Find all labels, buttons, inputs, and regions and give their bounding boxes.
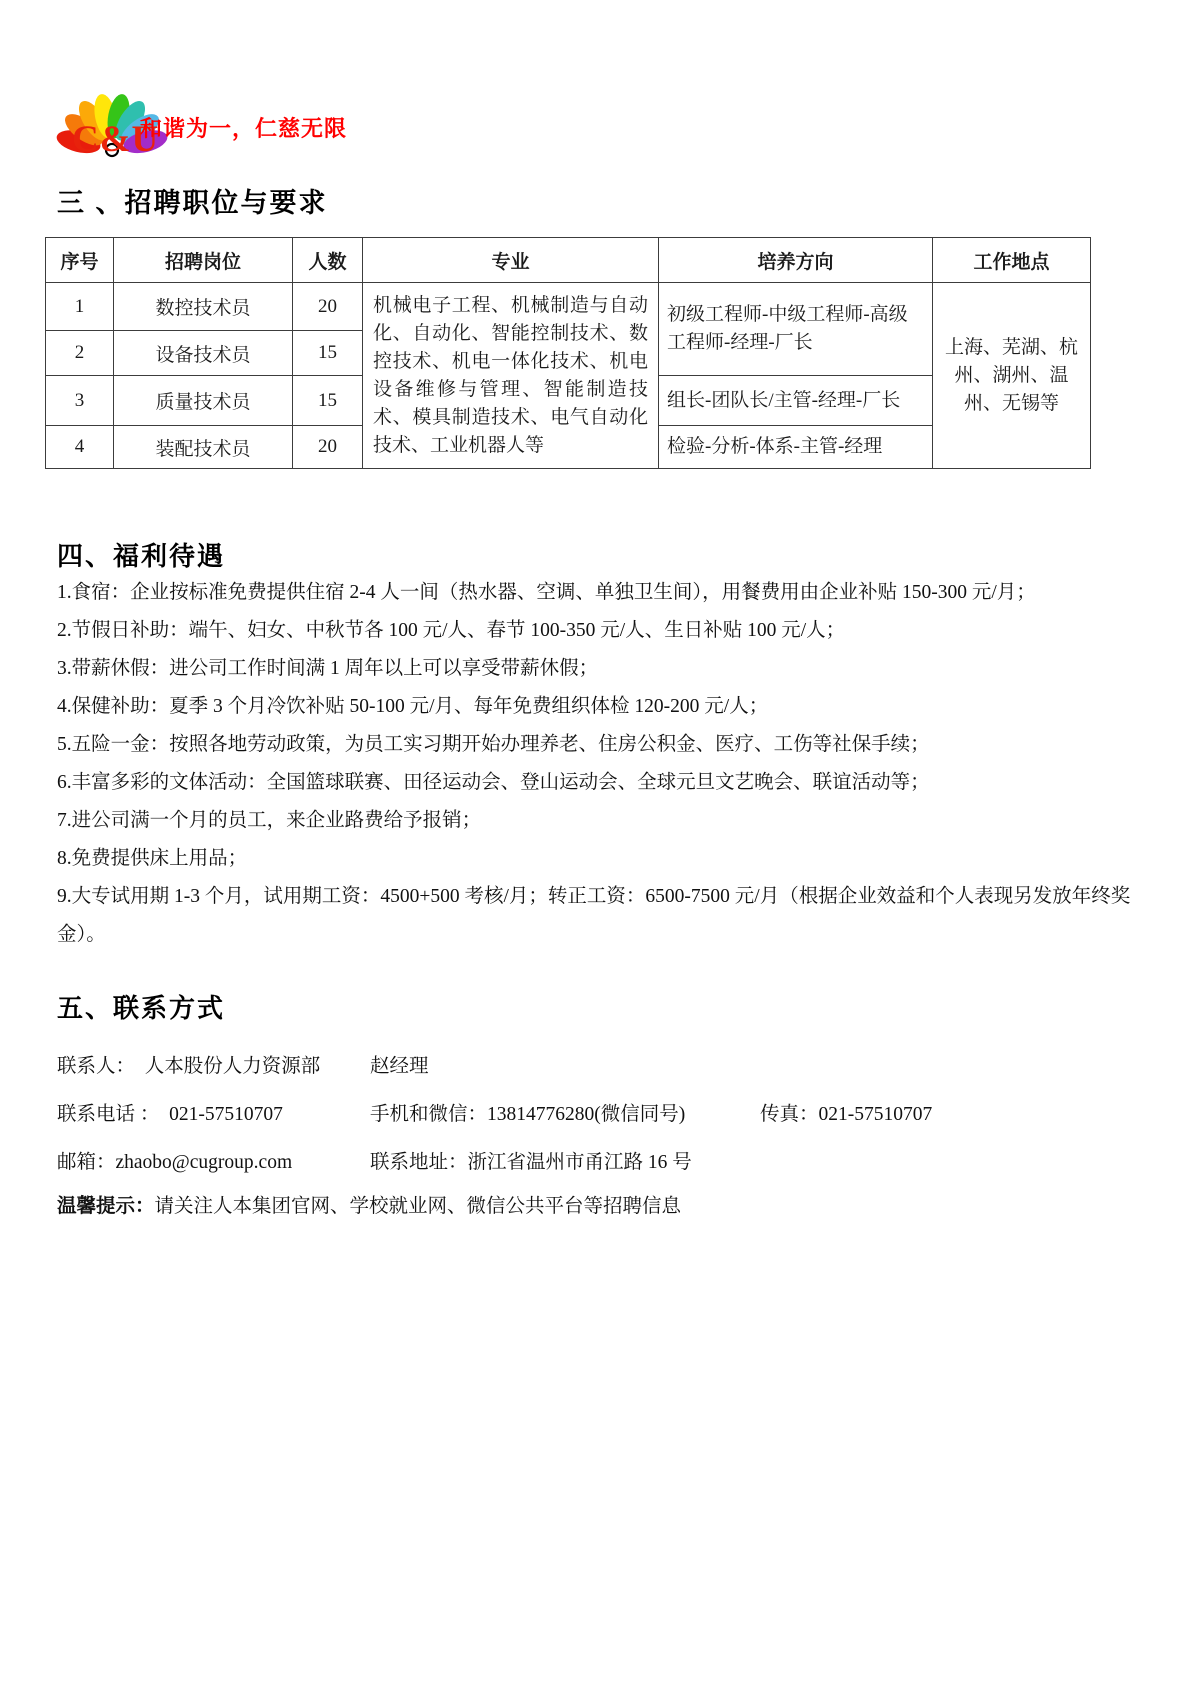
contact-phone: 联系电话 ： 021-57510707	[57, 1104, 283, 1125]
cell-count: 20	[293, 283, 363, 331]
section-title-benefits: 四、福利待遇	[57, 541, 226, 571]
cell-direction-4: 检验-分析-体系-主管-经理	[659, 426, 933, 469]
contact-fax: 传真：021-57510707	[760, 1104, 933, 1125]
col-header-position: 招聘岗位	[114, 238, 293, 283]
contact-block	[57, 1040, 1157, 1260]
cell-count: 20	[293, 426, 363, 469]
contact-person-name: 赵经理	[370, 1056, 429, 1077]
col-header-direction: 培养方向	[659, 238, 933, 283]
cell-direction-3: 组长-团队长/主管-经理-厂长	[659, 376, 933, 426]
benefit-item: 1.食宿：企业按标准免费提供住宿 2-4 人一间（热水器、空调、单独卫生间），用餐费用由企业补贴 150-300 元/月；	[57, 582, 1036, 603]
benefit-item: 6.丰富多彩的文体活动：全国篮球联赛、田径运动会、登山运动会、全球元旦文艺晚会、联谊活动等；	[57, 772, 930, 793]
cell-position: 设备技术员	[114, 331, 293, 376]
cell-seq: 2	[46, 331, 114, 376]
contact-mobile-wechat: 手机和微信：13814776280(微信同号)	[370, 1104, 686, 1125]
contact-email: 邮箱：zhaobo@cugroup.com	[57, 1152, 293, 1173]
cell-seq: 1	[46, 283, 114, 331]
cell-count: 15	[293, 376, 363, 426]
table-row	[46, 283, 1091, 331]
col-header-seq: 序号	[46, 238, 114, 283]
benefit-item: 9.大专试用期 1-3 个月，试用期工资：4500+500 考核/月；转正工资：6500-7500 元/月（根据企业效益和个人表现另发放年终奖金）。	[57, 886, 1131, 945]
benefit-item: 8.免费提供床上用品；	[57, 848, 248, 869]
cell-seq: 3	[46, 376, 114, 426]
note-label: 温馨提示：	[57, 1195, 155, 1217]
cell-position: 数控技术员	[114, 283, 293, 331]
section-title-positions: 三 、招聘职位与要求	[57, 188, 328, 218]
section-title-contact: 五、联系方式	[57, 993, 226, 1023]
benefit-item: 7.进公司满一个月的员工，来企业路费给予报销；	[57, 810, 482, 831]
cell-position: 质量技术员	[114, 376, 293, 426]
col-header-count: 人数	[293, 238, 363, 283]
benefit-item: 4.保健补助：夏季 3 个月冷饮补贴 50-100 元/月、每年免费组织体检 120-200 元/人；	[57, 696, 769, 717]
company-logo-text: C&U	[72, 119, 160, 160]
benefits-list	[57, 574, 1139, 954]
cell-count: 15	[293, 331, 363, 376]
recruitment-table	[45, 237, 1091, 469]
contact-person-label-value: 联系人： 人本股份人力资源部	[57, 1056, 321, 1077]
benefit-item: 5.五险一金：按照各地劳动政策，为员工实习期开始办理养老、住房公积金、医疗、工伤等社保手续；	[57, 734, 930, 755]
cell-major-merged: 机械电子工程、机械制造与自动化、自动化、智能控制技术、数控技术、机电一体化技术、机电设备维修与管理、智能制造技术、模具制造技术、电气自动化技术、工业机器人等	[363, 283, 659, 469]
cell-location-merged: 上海、芜湖、杭州、湖州、温州、无锡等	[933, 283, 1091, 469]
contact-note-line	[57, 1190, 1157, 1218]
table-header-row	[46, 238, 1091, 283]
col-header-major: 专业	[363, 238, 659, 283]
cell-position: 装配技术员	[114, 426, 293, 469]
benefit-item: 2.节假日补助：端午、妇女、中秋节各 100 元/人、春节 100-350 元/人、生日补贴 100 元/人；	[57, 620, 846, 641]
cell-seq: 4	[46, 426, 114, 469]
benefit-item: 3.带薪休假：进公司工作时间满 1 周年以上可以享受带薪休假；	[57, 658, 599, 679]
company-slogan: 和谐为一，仁慈无限	[140, 116, 348, 141]
contact-address: 联系地址：浙江省温州市甬江路 16 号	[370, 1152, 692, 1173]
cell-direction-1-2: 初级工程师-中级工程师-高级工程师-经理-厂长	[659, 283, 933, 376]
col-header-location: 工作地点	[933, 238, 1091, 283]
note-text: 请关注人本集团官网、学校就业网、微信公共平台等招聘信息	[154, 1196, 682, 1217]
